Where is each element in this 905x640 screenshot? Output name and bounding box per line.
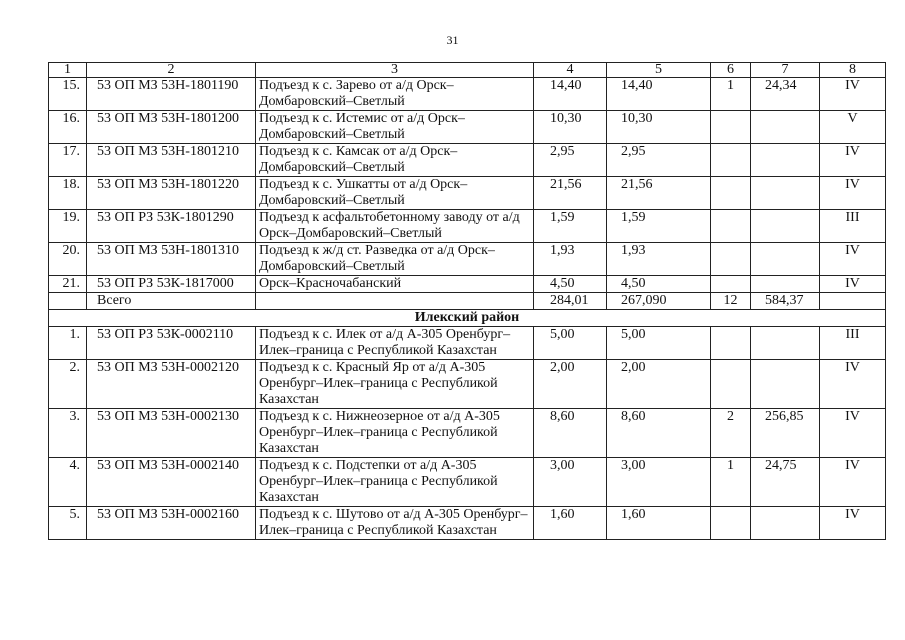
road-length: 1,59 bbox=[534, 210, 607, 243]
road-category: IV bbox=[820, 507, 886, 540]
road-name: Подъезд к с. Истемис от а/д Орск–Домбаровский–Светлый bbox=[256, 111, 534, 144]
row-number: 17. bbox=[49, 144, 87, 177]
table-row bbox=[49, 243, 886, 276]
length-value: 24,75 bbox=[751, 458, 820, 507]
row-number: 1. bbox=[49, 327, 87, 360]
table-row bbox=[49, 507, 886, 540]
road-category: IV bbox=[820, 144, 886, 177]
road-category: III bbox=[820, 327, 886, 360]
road-name: Подъезд к ж/д ст. Разведка от а/д Орск–Домбаровский–Светлый bbox=[256, 243, 534, 276]
road-code: 53 ОП МЗ 53Н-1801200 bbox=[87, 111, 256, 144]
table-row bbox=[49, 210, 886, 243]
column-number-row bbox=[49, 63, 886, 78]
road-name: Подъезд к с. Камсак от а/д Орск–Домбаровский–Светлый bbox=[256, 144, 534, 177]
table-row bbox=[49, 177, 886, 210]
total-length-3: 584,37 bbox=[751, 293, 820, 310]
road-length: 5,00 bbox=[534, 327, 607, 360]
road-name: Орск–Красночабанский bbox=[256, 276, 534, 293]
row-number: 19. bbox=[49, 210, 87, 243]
row-number: 21. bbox=[49, 276, 87, 293]
column-number: 7 bbox=[751, 63, 820, 78]
road-length-2: 1,60 bbox=[607, 507, 711, 540]
length-value bbox=[751, 507, 820, 540]
count-value bbox=[711, 507, 751, 540]
road-length-2: 3,00 bbox=[607, 458, 711, 507]
road-length: 4,50 bbox=[534, 276, 607, 293]
count-value bbox=[711, 276, 751, 293]
road-code: 53 ОП МЗ 53Н-0002130 bbox=[87, 409, 256, 458]
road-length-2: 1,93 bbox=[607, 243, 711, 276]
total-category bbox=[820, 293, 886, 310]
road-name: Подъезд к с. Шутово от а/д А-305 Оренбург–Илек–граница с Республикой Казахстан bbox=[256, 507, 534, 540]
road-code: 53 ОП МЗ 53Н-1801220 bbox=[87, 177, 256, 210]
table-row bbox=[49, 78, 886, 111]
road-code: 53 ОП МЗ 53Н-1801190 bbox=[87, 78, 256, 111]
length-value: 24,34 bbox=[751, 78, 820, 111]
table-row bbox=[49, 276, 886, 293]
road-length: 3,00 bbox=[534, 458, 607, 507]
road-length-2: 4,50 bbox=[607, 276, 711, 293]
road-category: IV bbox=[820, 276, 886, 293]
section-row bbox=[49, 310, 886, 327]
road-name: Подъезд к с. Нижнеозерное от а/д А-305 Оренбург–Илек–граница с Республикой Казахстан bbox=[256, 409, 534, 458]
road-length: 2,95 bbox=[534, 144, 607, 177]
road-length-2: 5,00 bbox=[607, 327, 711, 360]
road-length: 14,40 bbox=[534, 78, 607, 111]
road-length: 10,30 bbox=[534, 111, 607, 144]
length-value bbox=[751, 210, 820, 243]
road-length: 21,56 bbox=[534, 177, 607, 210]
road-length-2: 2,95 bbox=[607, 144, 711, 177]
total-count: 12 bbox=[711, 293, 751, 310]
count-value bbox=[711, 111, 751, 144]
row-number: 15. bbox=[49, 78, 87, 111]
total-empty bbox=[256, 293, 534, 310]
length-value: 256,85 bbox=[751, 409, 820, 458]
road-code: 53 ОП РЗ 53К-0002110 bbox=[87, 327, 256, 360]
road-length: 2,00 bbox=[534, 360, 607, 409]
road-code: 53 ОП РЗ 53К-1817000 bbox=[87, 276, 256, 293]
table-row bbox=[49, 360, 886, 409]
road-length-2: 8,60 bbox=[607, 409, 711, 458]
count-value bbox=[711, 144, 751, 177]
road-category: IV bbox=[820, 458, 886, 507]
count-value: 2 bbox=[711, 409, 751, 458]
table-row bbox=[49, 409, 886, 458]
road-category: IV bbox=[820, 409, 886, 458]
count-value: 1 bbox=[711, 78, 751, 111]
length-value bbox=[751, 360, 820, 409]
count-value bbox=[711, 210, 751, 243]
length-value bbox=[751, 276, 820, 293]
row-number: 3. bbox=[49, 409, 87, 458]
road-category: V bbox=[820, 111, 886, 144]
total-label: Всего bbox=[87, 293, 256, 310]
road-name: Подъезд к с. Красный Яр от а/д А-305 Оренбург–Илек–граница с Республикой Казахстан bbox=[256, 360, 534, 409]
road-category: IV bbox=[820, 243, 886, 276]
road-code: 53 ОП МЗ 53Н-1801310 bbox=[87, 243, 256, 276]
total-row bbox=[49, 293, 886, 310]
column-number: 6 bbox=[711, 63, 751, 78]
count-value bbox=[711, 177, 751, 210]
table-row bbox=[49, 327, 886, 360]
road-length-2: 2,00 bbox=[607, 360, 711, 409]
road-code: 53 ОП РЗ 53К-1801290 bbox=[87, 210, 256, 243]
road-name: Подъезд к с. Ушкатты от а/д Орск–Домбаровский–Светлый bbox=[256, 177, 534, 210]
road-name: Подъезд к с. Подстепки от а/д А-305 Оренбург–Илек–граница с Республикой Казахстан bbox=[256, 458, 534, 507]
total-empty bbox=[49, 293, 87, 310]
row-number: 4. bbox=[49, 458, 87, 507]
road-length: 1,60 bbox=[534, 507, 607, 540]
length-value bbox=[751, 177, 820, 210]
column-number: 5 bbox=[607, 63, 711, 78]
count-value bbox=[711, 327, 751, 360]
road-category: III bbox=[820, 210, 886, 243]
road-name: Подъезд к асфальтобетонному заводу от а/д Орск–Домбаровский–Светлый bbox=[256, 210, 534, 243]
roads-table-body bbox=[49, 63, 886, 540]
column-number: 8 bbox=[820, 63, 886, 78]
road-category: IV bbox=[820, 78, 886, 111]
count-value bbox=[711, 243, 751, 276]
row-number: 20. bbox=[49, 243, 87, 276]
section-title: Илекский район bbox=[49, 310, 886, 327]
column-number: 4 bbox=[534, 63, 607, 78]
row-number: 16. bbox=[49, 111, 87, 144]
road-category: IV bbox=[820, 360, 886, 409]
table-row bbox=[49, 144, 886, 177]
length-value bbox=[751, 111, 820, 144]
road-length-2: 1,59 bbox=[607, 210, 711, 243]
table-row bbox=[49, 458, 886, 507]
length-value bbox=[751, 327, 820, 360]
row-number: 18. bbox=[49, 177, 87, 210]
road-code: 53 ОП МЗ 53Н-1801210 bbox=[87, 144, 256, 177]
column-number: 3 bbox=[256, 63, 534, 78]
column-number: 1 bbox=[49, 63, 87, 78]
road-name: Подъезд к с. Илек от а/д А-305 Оренбург–Илек–граница с Республикой Казахстан bbox=[256, 327, 534, 360]
count-value bbox=[711, 360, 751, 409]
road-name: Подъезд к с. Зарево от а/д Орск–Домбаровский–Светлый bbox=[256, 78, 534, 111]
road-category: IV bbox=[820, 177, 886, 210]
road-code: 53 ОП МЗ 53Н-0002140 bbox=[87, 458, 256, 507]
road-length-2: 21,56 bbox=[607, 177, 711, 210]
row-number: 5. bbox=[49, 507, 87, 540]
total-length: 284,01 bbox=[534, 293, 607, 310]
length-value bbox=[751, 243, 820, 276]
road-length: 8,60 bbox=[534, 409, 607, 458]
road-code: 53 ОП МЗ 53Н-0002160 bbox=[87, 507, 256, 540]
road-length-2: 10,30 bbox=[607, 111, 711, 144]
column-number: 2 bbox=[87, 63, 256, 78]
row-number: 2. bbox=[49, 360, 87, 409]
page-number: 31 bbox=[446, 33, 459, 47]
table-row bbox=[49, 111, 886, 144]
roads-table bbox=[48, 62, 886, 540]
road-code: 53 ОП МЗ 53Н-0002120 bbox=[87, 360, 256, 409]
length-value bbox=[751, 144, 820, 177]
road-length: 1,93 bbox=[534, 243, 607, 276]
count-value: 1 bbox=[711, 458, 751, 507]
road-length-2: 14,40 bbox=[607, 78, 711, 111]
total-length-2: 267,090 bbox=[607, 293, 711, 310]
